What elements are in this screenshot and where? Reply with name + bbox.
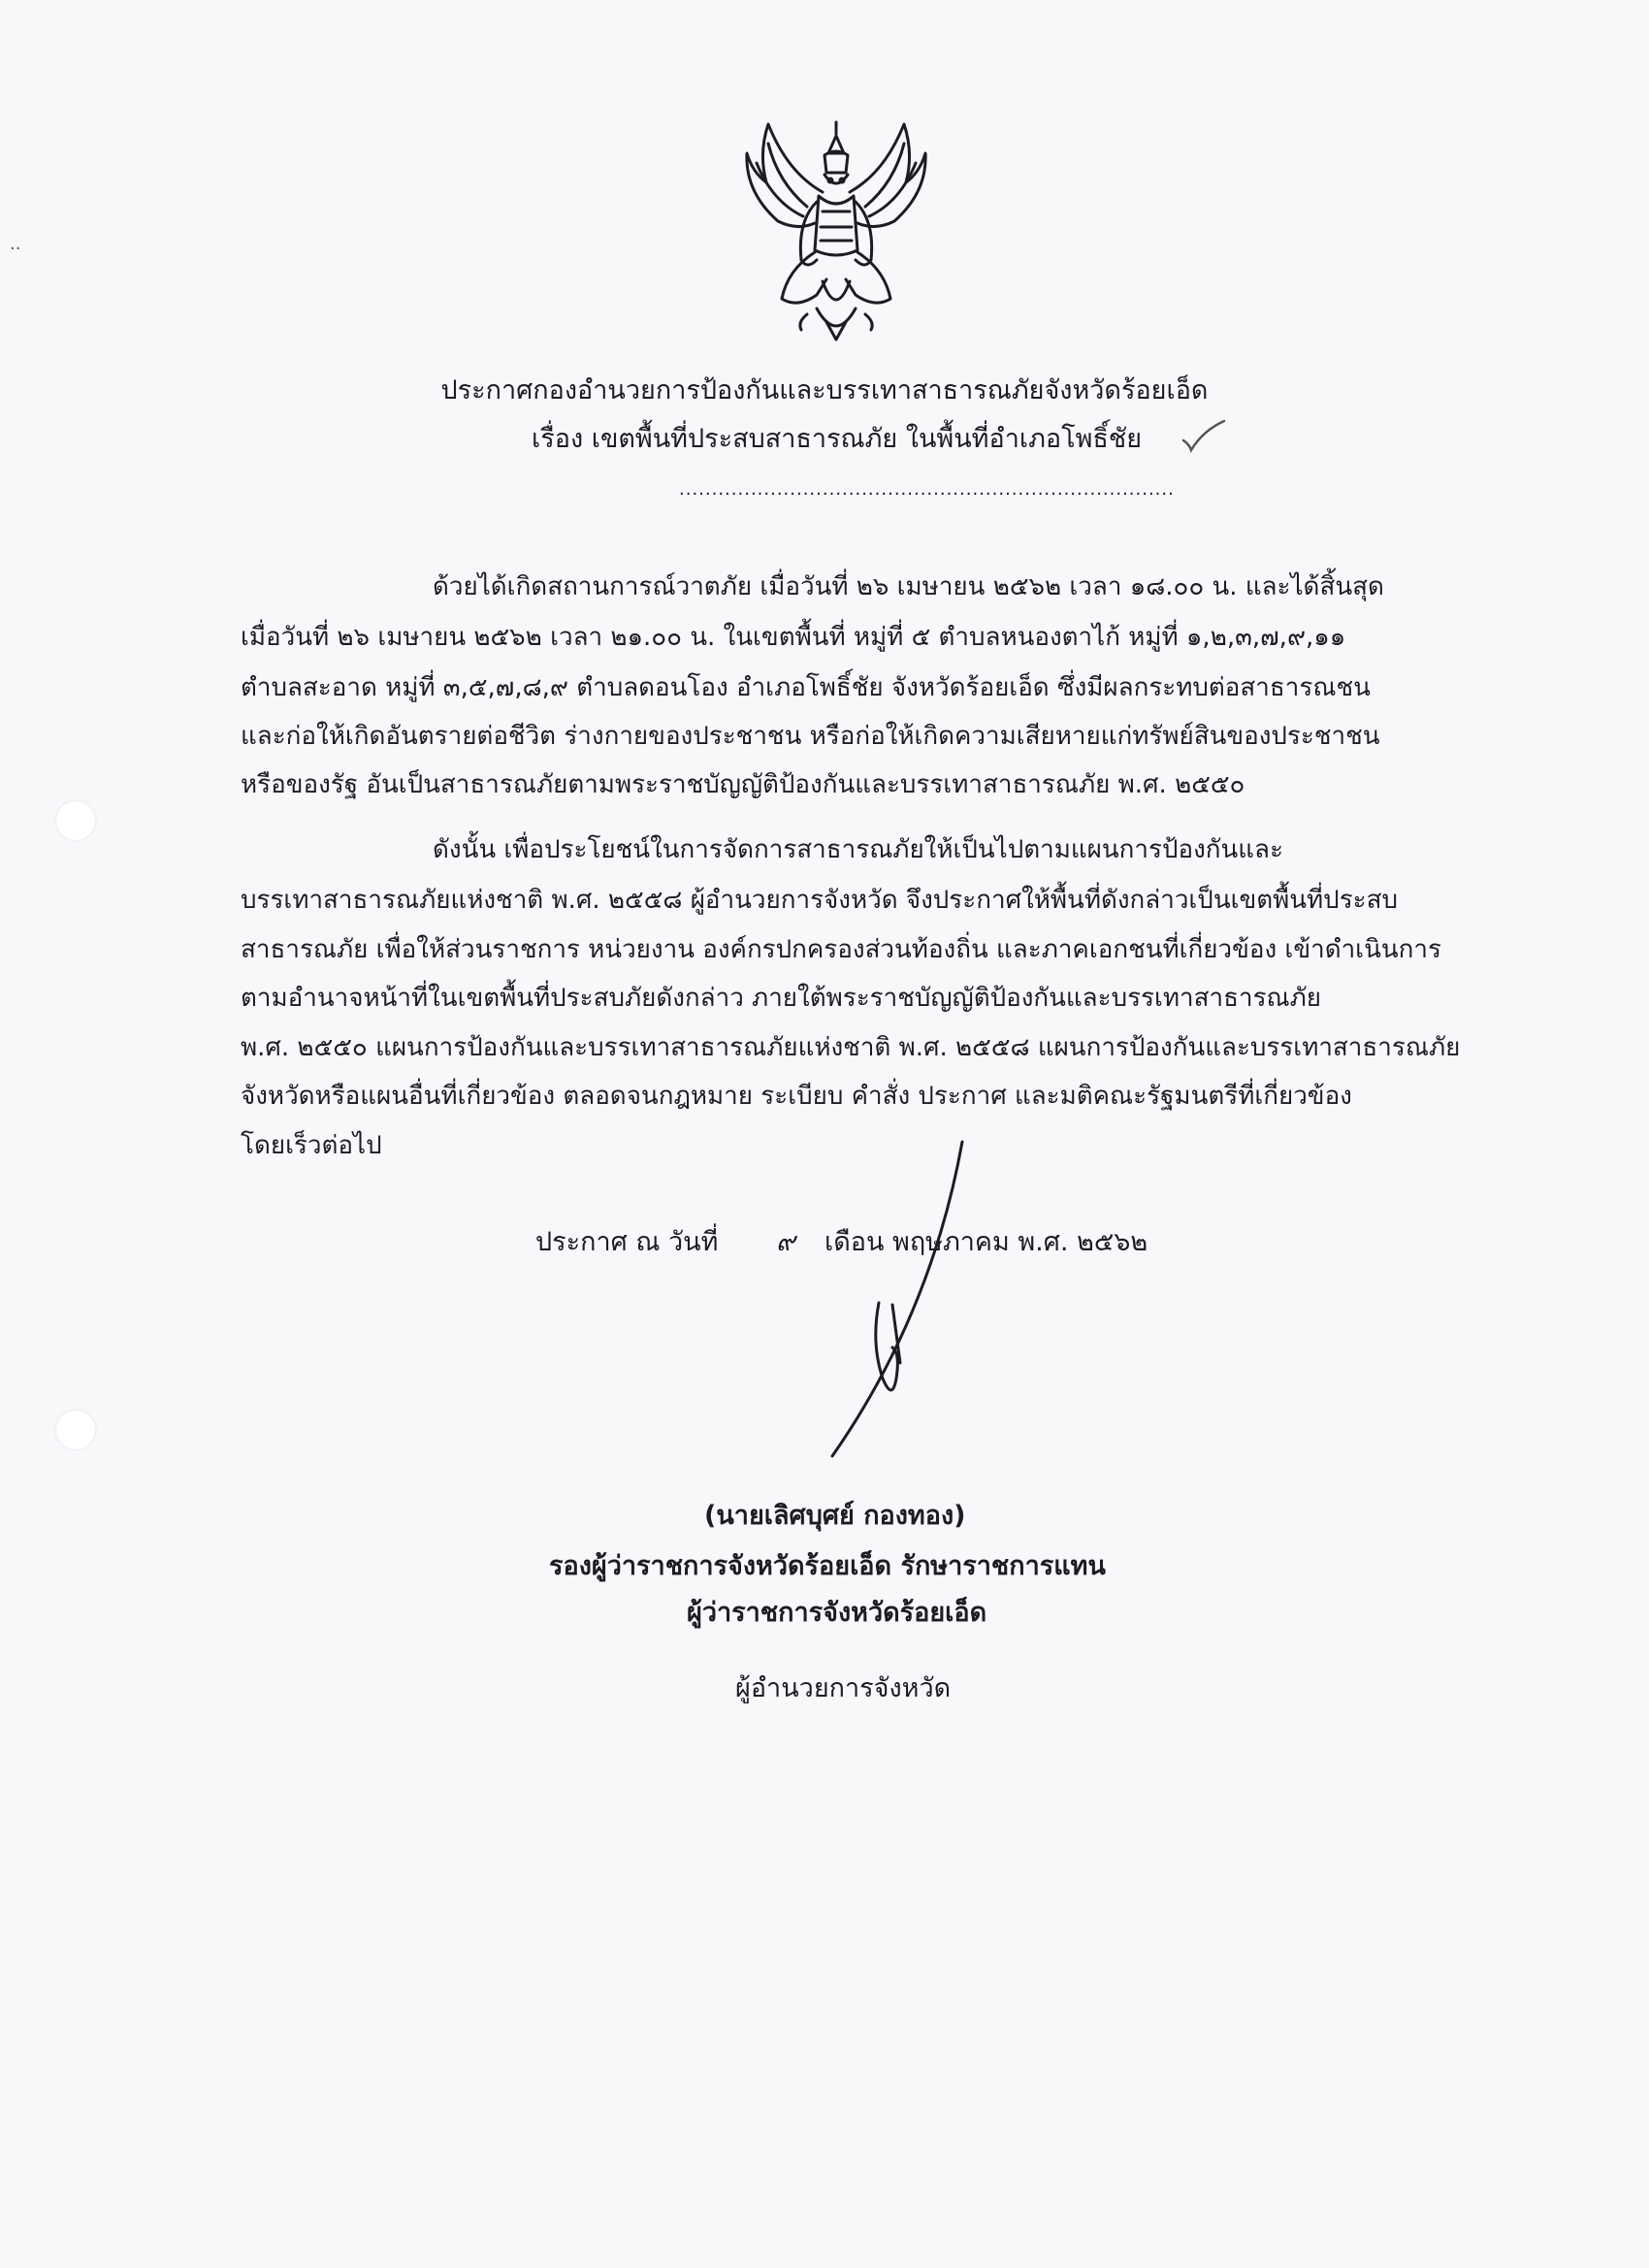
announcement-subject: เรื่อง เขตพื้นที่ประสบสาธารณภัย ในพื้นที่อำเภอโพธิ์ชัย <box>532 424 1143 454</box>
garuda-emblem-icon <box>739 114 933 347</box>
paragraph1-line: ตำบลสะอาด หมู่ที่ ๓,๕,๗,๘,๙ ตำบลดอนโอง อำเภอโพธิ์ชัย จังหวัดร้อยเอ็ด ซึ่งมีผลกระทบต่อสาธารณชน <box>241 673 1371 702</box>
signatory-role: ผู้อำนวยการจังหวัด <box>735 1673 952 1703</box>
paragraph2-line: บรรเทาสาธารณภัยแห่งชาติ พ.ศ. ๒๕๕๘ ผู้อำนวยการจังหวัด จึงประกาศให้พื้นที่ดังกล่าวเป็นเขตพื้นที่ประสบ <box>241 886 1398 915</box>
checkmark-icon <box>1181 419 1226 454</box>
signatory-acting-position: ผู้ว่าราชการจังหวัดร้อยเอ็ด <box>687 1598 987 1628</box>
date-prefix: ประกาศ ณ วันที่ <box>535 1227 719 1257</box>
paragraph1-line: และก่อให้เกิดอันตรายต่อชีวิต ร่างกายของประชาชน หรือก่อให้เกิดความเสียหายแก่ทรัพย์สินของประชาชน <box>241 722 1380 751</box>
paragraph2-line: พ.ศ. ๒๕๕๐ แผนการป้องกันและบรรเทาสาธารณภัยแห่งชาติ พ.ศ. ๒๕๕๘ แผนการป้องกันและบรรเทาสาธารณภัย <box>241 1033 1461 1062</box>
separator-dots: ............................................................................ <box>679 479 1175 500</box>
paragraph1-line: ด้วยได้เกิดสถานการณ์วาตภัย เมื่อวันที่ ๒๖ เมษายน ๒๕๖๒ เวลา ๑๘.๐๐ น. และได้สิ้นสุด <box>433 572 1384 601</box>
paragraph2-line: สาธารณภัย เพื่อให้ส่วนราชการ หน่วยงาน องค์กรปกครองส่วนท้องถิ่น และภาคเอกชนที่เกี่ยวข้อง เข้าดำเนินการ <box>241 935 1441 964</box>
date-month-year: เดือน พฤษภาคม พ.ศ. ๒๕๖๒ <box>824 1227 1148 1257</box>
paragraph2-line: ตามอำนาจหน้าที่ในเขตพื้นที่ประสบภัยดังกล่าว ภายใต้พระราชบัญญัติป้องกันและบรรเทาสาธารณภัย <box>241 984 1322 1013</box>
punch-hole <box>56 801 95 840</box>
paragraph2-line: จังหวัดหรือแผนอื่นที่เกี่ยวข้อง ตลอดจนกฎหมาย ระเบียบ คำสั่ง ประกาศ และมติคณะรัฐมนตรีที่เกี่ยวข้อง <box>241 1082 1352 1111</box>
scan-speck: ·· <box>10 239 21 259</box>
date-day: ๙ <box>776 1227 795 1257</box>
signatory-name: (นายเลิศบุศย์ กองทอง) <box>704 1501 966 1531</box>
signatory-position: รองผู้ว่าราชการจังหวัดร้อยเอ็ด รักษาราชการแทน <box>549 1551 1106 1581</box>
paragraph2-line: โดยเร็วต่อไป <box>241 1131 382 1160</box>
paragraph1-line: หรือของรัฐ อันเป็นสาธารณภัยตามพระราชบัญญัติป้องกันและบรรเทาสาธารณภัย พ.ศ. ๒๕๕๐ <box>241 770 1245 799</box>
paragraph1-line: เมื่อวันที่ ๒๖ เมษายน ๒๕๖๒ เวลา ๒๑.๐๐ น. ในเขตพื้นที่ หมู่ที่ ๕ ตำบลหนองตาไก้ หมู่ที่ ๑,๒,๓,๗,๙,๑๑ <box>241 623 1346 652</box>
handwritten-signature <box>815 1140 980 1470</box>
paragraph2-line: ดังนั้น เพื่อประโยชน์ในการจัดการสาธารณภัยให้เป็นไปตามแผนการป้องกันและ <box>433 835 1283 864</box>
announcement-title: ประกาศกองอำนวยการป้องกันและบรรเทาสาธารณภัยจังหวัดร้อยเอ็ด <box>440 375 1209 405</box>
punch-hole <box>56 1410 95 1449</box>
